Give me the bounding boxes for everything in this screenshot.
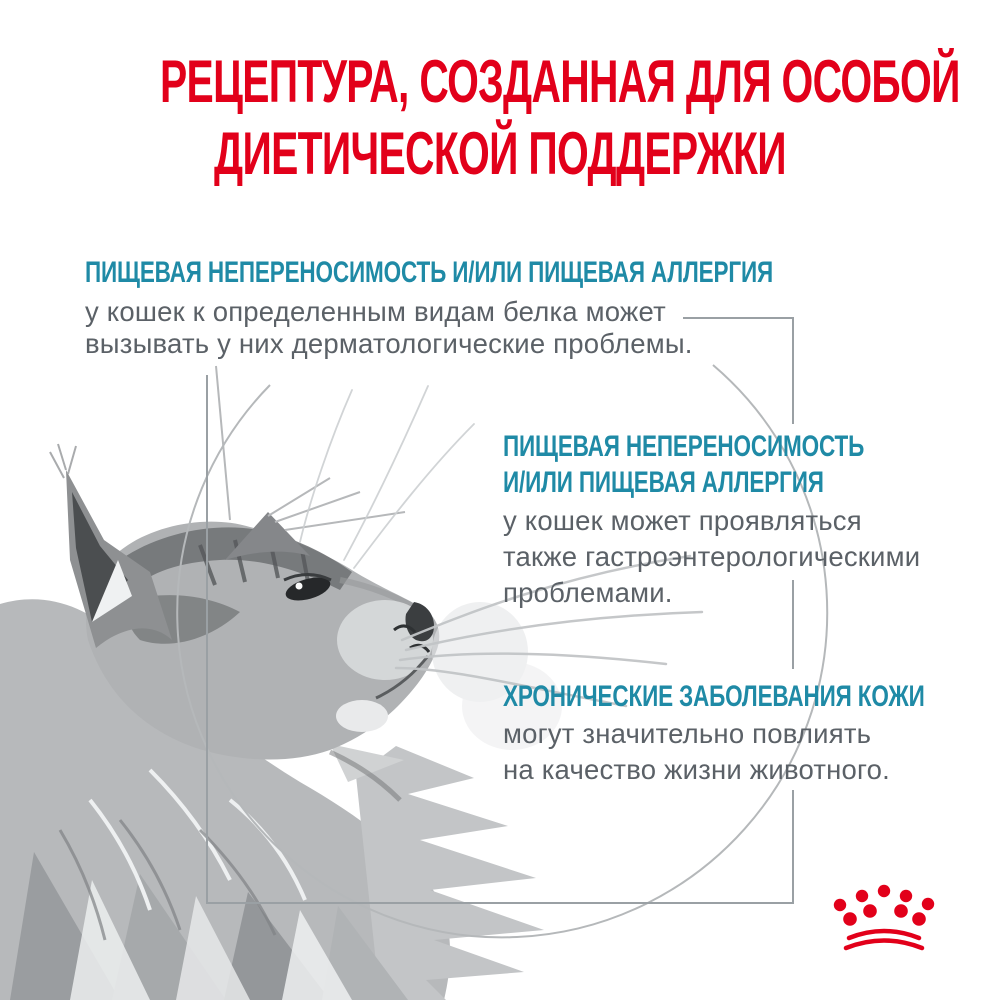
section-2-heading-line-1: ПИЩЕВАЯ НЕПЕРЕНОСИМОСТЬ [503,430,865,463]
section-1-heading [85,256,1000,290]
section-2-body [503,503,984,611]
section-chronic-skin-disease [503,679,1000,788]
section-3-body [503,716,1000,788]
section-3-body-line-2: на качество жизни животного. [503,754,890,785]
page-title-line-2: ДИЕТИЧЕСКОЙ ПОДДЕРЖКИ [214,120,786,187]
section-1-body [85,296,1000,360]
section-3-body-line-1: могут значительно повлиять [503,718,872,749]
section-1-body-line-1: у кошек к определенным видам белка может [85,296,666,327]
section-food-intolerance-gastro [503,429,984,611]
section-2-body-line-2: также гастроэнтерологическими [503,541,921,572]
section-3-heading [503,679,1000,715]
section-3-heading-line: ХРОНИЧЕСКИЕ ЗАБОЛЕВАНИЯ КОЖИ [503,680,925,713]
page-title [160,46,960,190]
section-2-body-line-3: проблемами. [503,577,673,608]
section-1-heading-line: ПИЩЕВАЯ НЕПЕРЕНОСИМОСТЬ И/ИЛИ ПИЩЕВАЯ АЛЛЕРГИЯ [85,256,774,289]
page-title-line-1: РЕЦЕПТУРА, СОЗДАННАЯ ДЛЯ ОСОБОЙ [160,48,960,115]
section-2-heading [503,429,984,501]
section-2-body-line-1: у кошек может проявляться [503,505,862,536]
royal-canin-crown-logo [834,885,934,948]
section-2-heading-line-2: И/ИЛИ ПИЩЕВАЯ АЛЛЕРГИЯ [503,466,824,499]
section-1-body-line-2: вызывать у них дерматологические проблемы. [85,328,693,359]
section-food-intolerance-skin [85,256,1000,360]
